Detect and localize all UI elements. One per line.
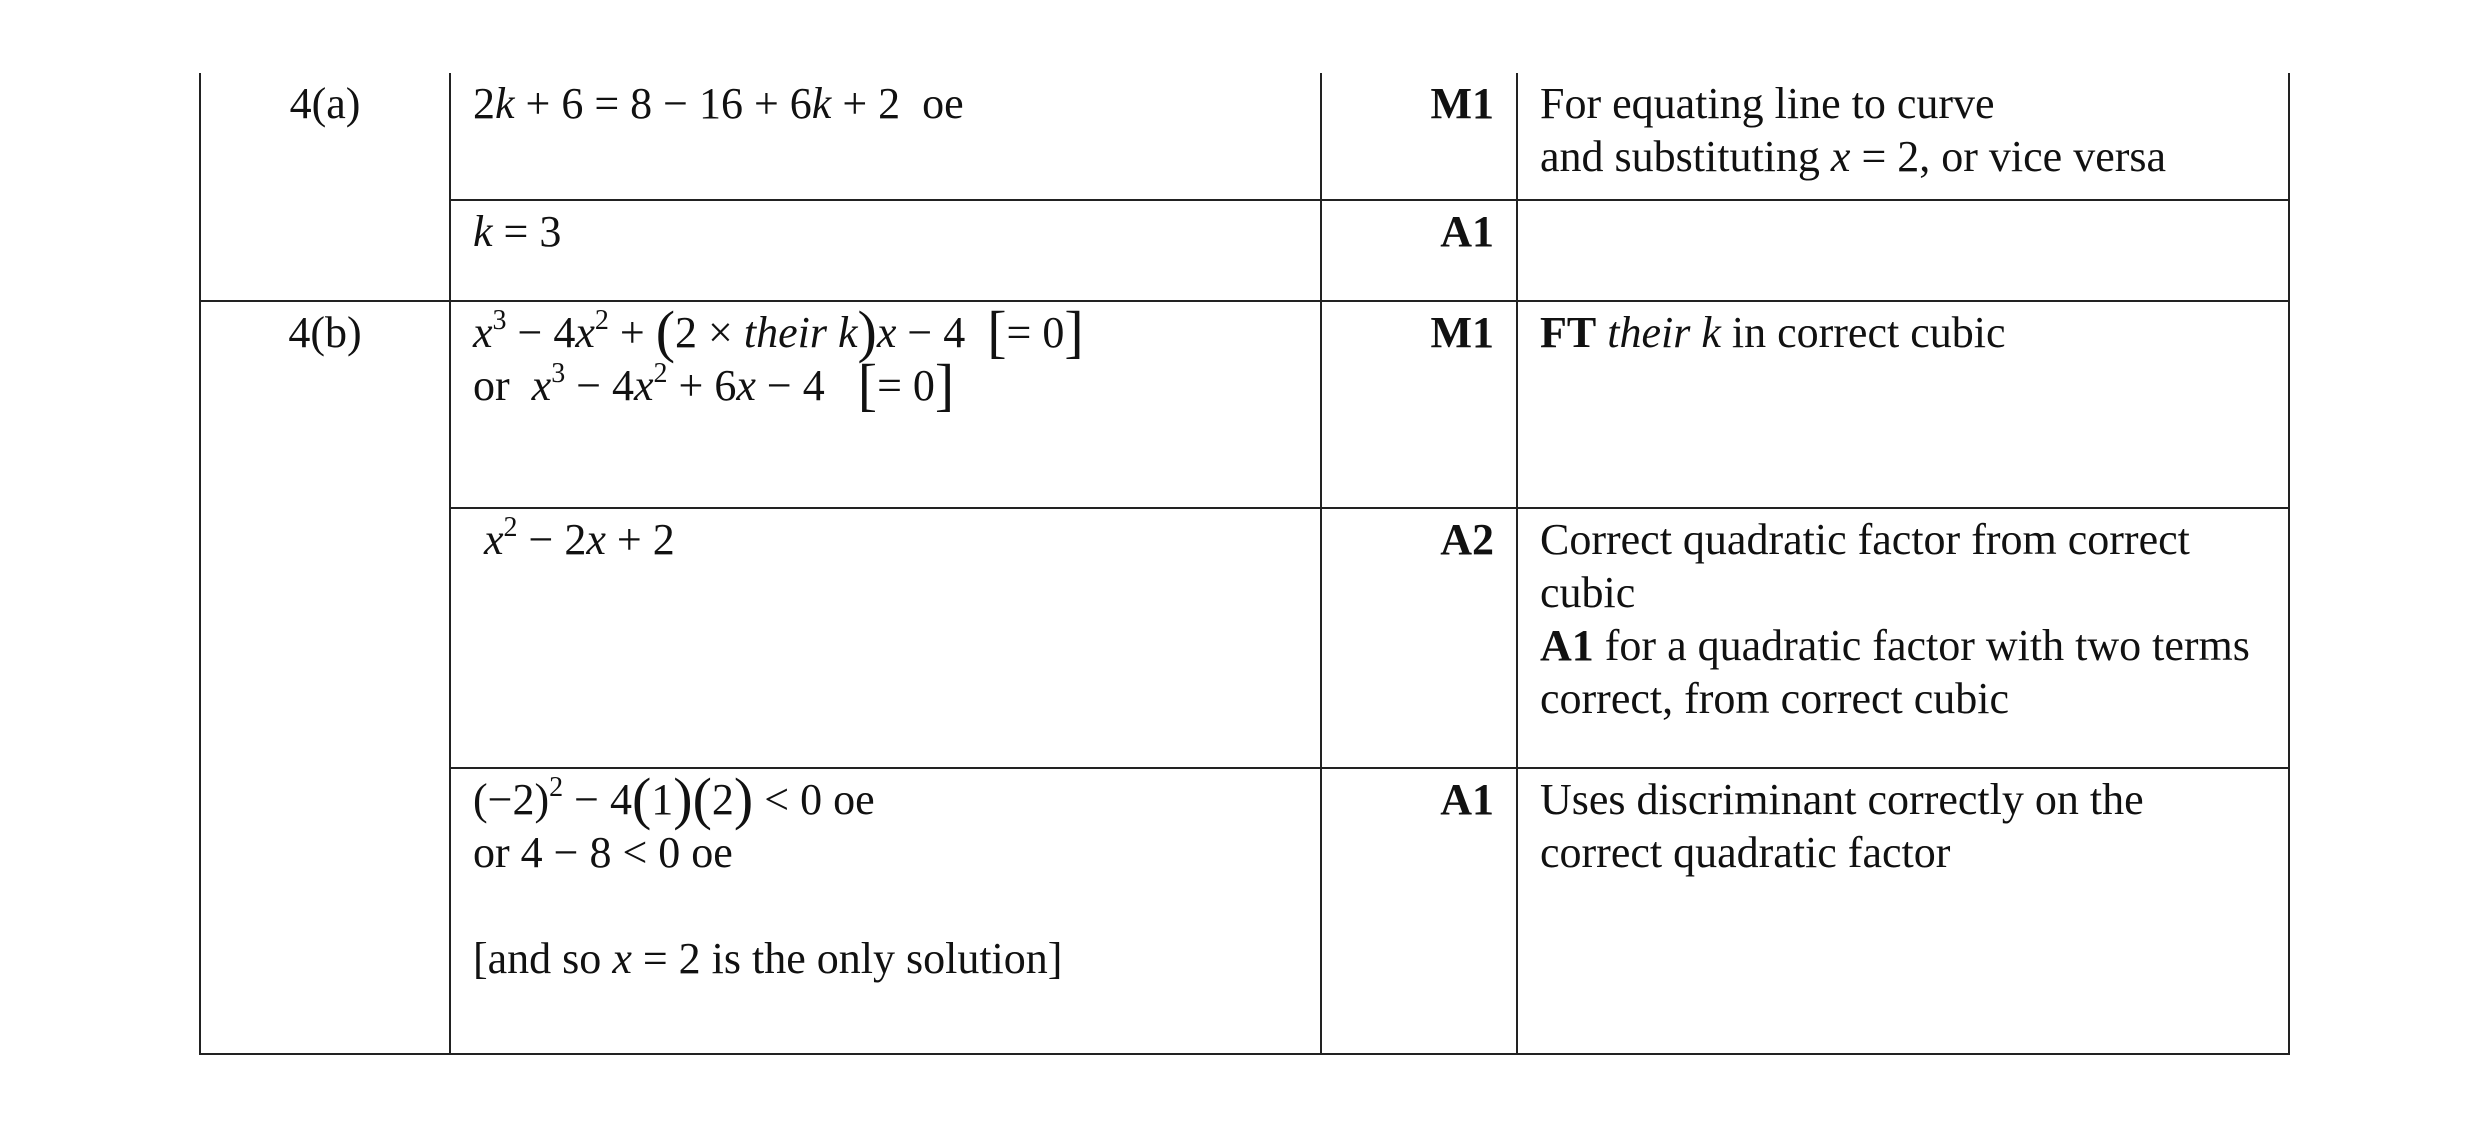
guidance-line: Correct quadratic factor from correct cubic: [1540, 515, 2190, 617]
answer-line: or $x^3 - 4x^2 + 6x - 4$ [= 0]: [473, 352, 955, 417]
guidance-line: For equating line to curve: [1540, 79, 1995, 128]
guidance-line: and substituting x = 2, or vice versa: [1540, 132, 2167, 181]
answer-line: $x^3 - 4x^2 + (2$ × their k)x − 4 [= 0]: [473, 299, 1084, 364]
answer-cell: [450, 508, 1321, 768]
table-row: [200, 73, 2289, 200]
table-row: [200, 301, 2289, 508]
mark-cell: [1321, 508, 1517, 768]
mark-code: A1: [1440, 207, 1494, 256]
table-row: [200, 200, 2289, 301]
question-number: 4(a): [289, 79, 361, 128]
mark-cell: [1321, 301, 1517, 508]
guidance-line: FT their k in correct cubic: [1540, 308, 2006, 357]
table-row: [200, 768, 2289, 1054]
mark-cell: [1321, 200, 1517, 301]
table-row: [200, 508, 2289, 768]
guidance-cell: [1517, 508, 2289, 768]
question-number-cell: [200, 301, 450, 1054]
question-number-cell: [200, 73, 450, 301]
answer-line: k = 3: [473, 207, 562, 256]
guidance-cell: [1517, 73, 2289, 200]
mark-cell: [1321, 768, 1517, 1054]
answer-line: or 4 − 8 < 0 oe: [473, 828, 733, 877]
mark-code: A1: [1440, 775, 1494, 824]
guidance-line: correct quadratic factor: [1540, 828, 1951, 877]
answer-cell: [450, 73, 1321, 200]
guidance-line: A1 for a quadratic factor with two terms correct, from correct cubic: [1540, 621, 2250, 723]
answer-line: 2k + 6 = 8 − 16 + 6k + 2 oe: [473, 79, 964, 128]
mark-code: M1: [1430, 308, 1494, 357]
answer-line: [and so x = 2 is the only solution]: [473, 934, 1063, 983]
answer-cell: [450, 200, 1321, 301]
mark-cell: [1321, 73, 1517, 200]
mark-scheme-table: [199, 73, 2290, 1055]
guidance-cell: [1517, 768, 2289, 1054]
answer-cell: [450, 768, 1321, 1054]
answer-line: $x^2 - 2x + 2$: [484, 512, 675, 564]
guidance-cell: [1517, 301, 2289, 508]
guidance-cell: [1517, 200, 2289, 301]
answer-line: $(-2)^2 - 4(1)(2) < 0$ oe: [473, 766, 875, 831]
question-number: 4(b): [288, 308, 362, 357]
mark-code: A2: [1440, 515, 1494, 564]
guidance-line: Uses discriminant correctly on the: [1540, 775, 2144, 824]
mark-code: M1: [1430, 79, 1494, 128]
answer-cell: [450, 301, 1321, 508]
